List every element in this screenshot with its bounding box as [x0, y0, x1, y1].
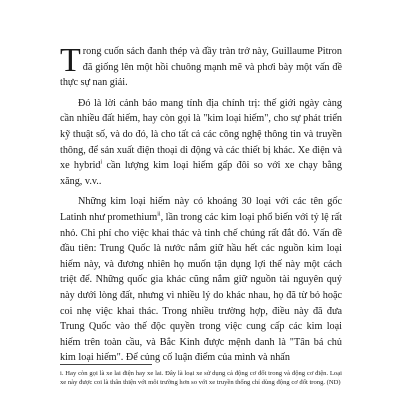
paragraph-3-text: Những kim loại hiếm này có khoảng 30 loại với các tên gốc Latinh như promethium — [60, 196, 342, 223]
paragraph-2 — [60, 96, 342, 190]
drop-cap: T — [60, 42, 81, 79]
paragraph-2-text-continued: cần lượng kim loại hiếm gấp đôi so với xe chạy bằng xăng, v.v.. — [60, 160, 342, 187]
paragraph-2-text: Đó là lời cảnh báo mang tính địa chính trị: thế giới ngày càng cần nhiều đất hiếm, hay còn gọi là "kim loại hiếm", cho sự phát triển kỹ thuật số, và do đó, là cho tất cả các công nghệ thông tin và truyền thông, để sản xuất điện thoại di động và các thiết bị khác. Xe điện và xe hybrid — [60, 97, 342, 172]
footnote: i. Hay còn gọi là xe lai điện hay xe lai. Đây là loại xe sử dụng cả động cơ đốt trong và động cơ điện. Loại xe này được coi là thân thiện với môi trường hơn so với xe truyền thống chỉ dùng động cơ đốt trong. (ND) — [60, 370, 342, 386]
paragraph-3-text-continued: , lần trong các kim loại phổ biến với tỷ lệ rất nhỏ. Chi phí cho việc khai thác và tinh chế chúng rất đắt đỏ. Vấn đề đầu tiên: Trung Quốc là nước nắm giữ hầu hết các nguồn kim loại hiếm này, và đương nhiên họ muốn tận dụng lợi thế này một cách triệt để. Những quốc gia khác cũng nắm giữ nguồn tài nguyên quý này dưới lòng đất, nhưng vì nhiều lý do khác nhau, họ đã từ bỏ hoặc coi nhẹ việc khai thác. Trong nhiều trường hợp, điều này đã đưa Trung Quốc vào thế độc quyền trong việc cung cấp các kim loại hiếm trên toàn cầu, và Bắc Kinh được mệnh danh là "Tân bá chủ kim loại hiếm". Để củng cố luận điểm của mình và nhấn — [60, 211, 342, 364]
footnote-marker-ii[interactable]: ii — [157, 211, 161, 218]
body-text — [60, 44, 342, 371]
paragraph-1-text: rong cuốn sách đanh thép và đầy tràn trở này, Guillaume Pitron đã giống lên một hồi chuông mạnh mẽ và phơi bày một vấn đề thực sự nan giải. — [60, 46, 342, 89]
footnote-divider — [60, 364, 152, 365]
paragraph-3 — [60, 194, 342, 366]
footnote-marker-i[interactable]: i — [100, 159, 103, 166]
paragraph-1 — [60, 44, 342, 91]
